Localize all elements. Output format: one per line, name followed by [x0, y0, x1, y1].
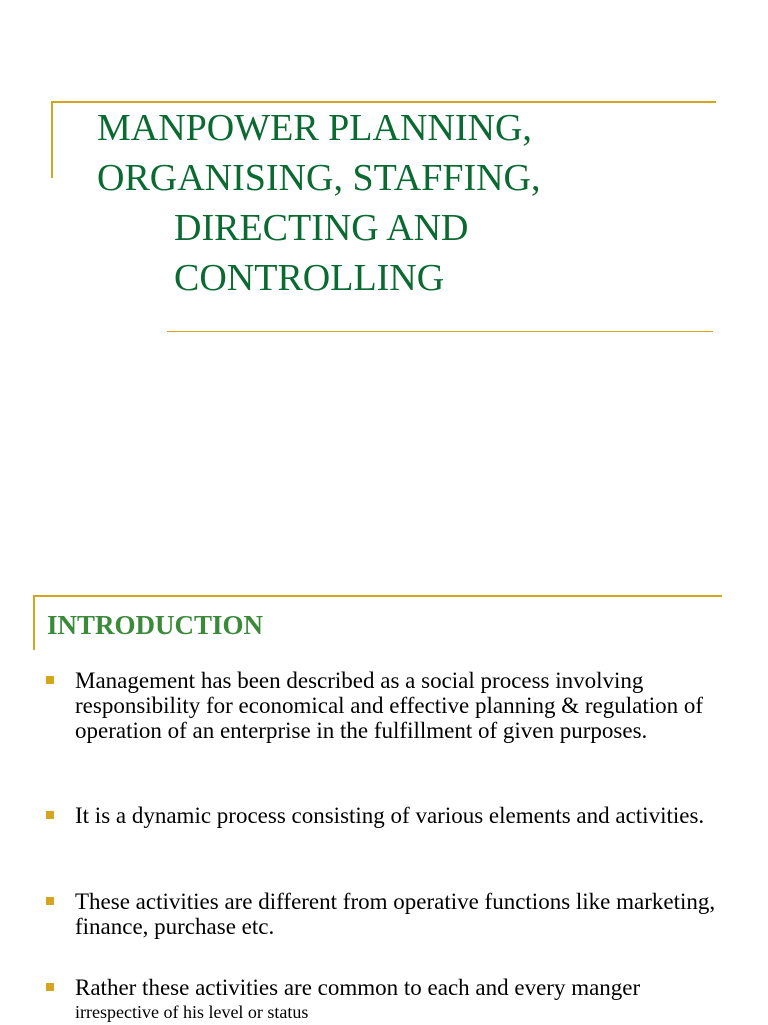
bullet-text-1: Management has been described as a social process involving responsibility for economical and effective planning & regulation of operation of an enterprise in the fulfillment of given purposes.: [75, 668, 704, 743]
title-left-rule: [51, 101, 53, 178]
bullet-icon: [46, 897, 54, 905]
bullet-icon: [46, 811, 54, 819]
title-line-1: MANPOWER PLANNING,: [97, 107, 532, 149]
bullet-icon: [46, 983, 54, 991]
title-bottom-rule: [167, 331, 713, 332]
section-heading: INTRODUCTION: [47, 610, 264, 640]
bullet-text-3: These activities are different from operative functions like marketing, finance, purchase etc.: [75, 889, 716, 939]
bullet-icon: [46, 676, 54, 684]
bullet-text-2: It is a dynamic process consisting of various elements and activities.: [75, 803, 705, 828]
title-line-3: DIRECTING AND: [174, 207, 469, 249]
title-line-2: ORGANISING, STAFFING,: [97, 157, 541, 199]
intro-top-rule: [33, 595, 722, 597]
title-line-4: CONTROLLING: [174, 257, 445, 299]
bullet-text-4-continuation: irrespective of his level or status: [75, 1002, 309, 1022]
bullet-text-4: Rather these activities are common to each and every manger: [75, 975, 641, 1000]
intro-left-rule: [33, 595, 35, 650]
